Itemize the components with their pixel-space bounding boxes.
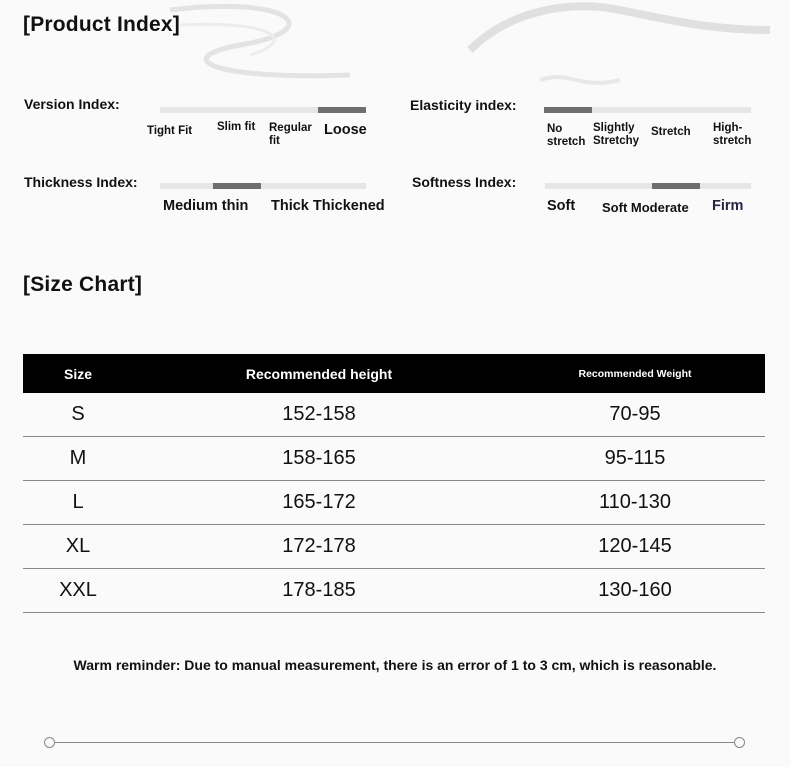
height-cell: 178-185 xyxy=(133,569,505,613)
weight-cell: 95-115 xyxy=(505,437,765,481)
softness-index-indicator xyxy=(652,183,700,189)
table-row xyxy=(23,481,765,525)
version-index-indicator xyxy=(318,107,366,113)
size-cell: XL xyxy=(23,525,133,569)
size-cell: XXL xyxy=(23,569,133,613)
version-option-tight-fit: Tight Fit xyxy=(147,125,193,137)
thickness-index-indicator xyxy=(213,183,261,189)
softness-index-label: Softness Index: xyxy=(412,174,517,190)
footer-right-dot-icon xyxy=(734,737,745,748)
thickness-index-label: Thickness Index: xyxy=(24,174,138,190)
size-chart-table xyxy=(23,354,765,613)
version-option-slim-fit: Slim fit xyxy=(217,121,256,133)
weight-cell: 110-130 xyxy=(505,481,765,525)
version-option-loose: Loose xyxy=(324,122,367,138)
version-index-track xyxy=(160,107,366,113)
header-recommended-height: Recommended height xyxy=(133,354,505,393)
size-cell: L xyxy=(23,481,133,525)
size-chart-title: [Size Chart] xyxy=(23,273,143,296)
table-row xyxy=(23,437,765,481)
elasticity-option-stretch: Stretch xyxy=(651,126,691,138)
softness-option-soft-moderate: Soft Moderate xyxy=(602,200,689,215)
footer-divider xyxy=(50,742,740,743)
elasticity-index-label: Elasticity index: xyxy=(410,97,517,113)
weight-cell: 130-160 xyxy=(505,569,765,613)
height-cell: 172-178 xyxy=(133,525,505,569)
weight-cell: 70-95 xyxy=(505,393,765,437)
elasticity-option-high-stretch: High-stretch xyxy=(713,122,752,147)
product-index-title: [Product Index] xyxy=(23,13,181,36)
size-cell: M xyxy=(23,437,133,481)
height-cell: 165-172 xyxy=(133,481,505,525)
table-row xyxy=(23,393,765,437)
header-size: Size xyxy=(23,354,133,393)
elasticity-index-indicator xyxy=(544,107,592,113)
header-recommended-weight: Recommended Weight xyxy=(505,354,765,393)
height-cell: 152-158 xyxy=(133,393,505,437)
softness-option-soft: Soft xyxy=(547,198,576,214)
table-row xyxy=(23,569,765,613)
elasticity-index-track xyxy=(544,107,751,113)
weight-cell: 120-145 xyxy=(505,525,765,569)
height-cell: 158-165 xyxy=(133,437,505,481)
table-row xyxy=(23,525,765,569)
footer-left-dot-icon xyxy=(44,737,55,748)
elasticity-option-slightly-stretchy: Slightly Stretchy xyxy=(593,122,640,147)
table-header-row xyxy=(23,354,765,393)
elasticity-option-no-stretch: No stretch xyxy=(547,123,586,148)
thickness-index-track xyxy=(160,183,366,189)
thickness-option-thick-thickened: Thick Thickened xyxy=(271,198,385,214)
softness-index-track xyxy=(545,183,751,189)
decorative-swirl xyxy=(150,0,790,110)
size-cell: S xyxy=(23,393,133,437)
warm-reminder-text: Warm reminder: Due to manual measurement, there is an error of 1 to 3 cm, which is reasonable. xyxy=(73,657,717,673)
thickness-option-medium-thin: Medium thin xyxy=(163,198,249,214)
version-option-regular-fit: Regular fit xyxy=(269,122,312,147)
version-index-label: Version Index: xyxy=(24,96,120,112)
softness-option-firm: Firm xyxy=(712,198,744,214)
